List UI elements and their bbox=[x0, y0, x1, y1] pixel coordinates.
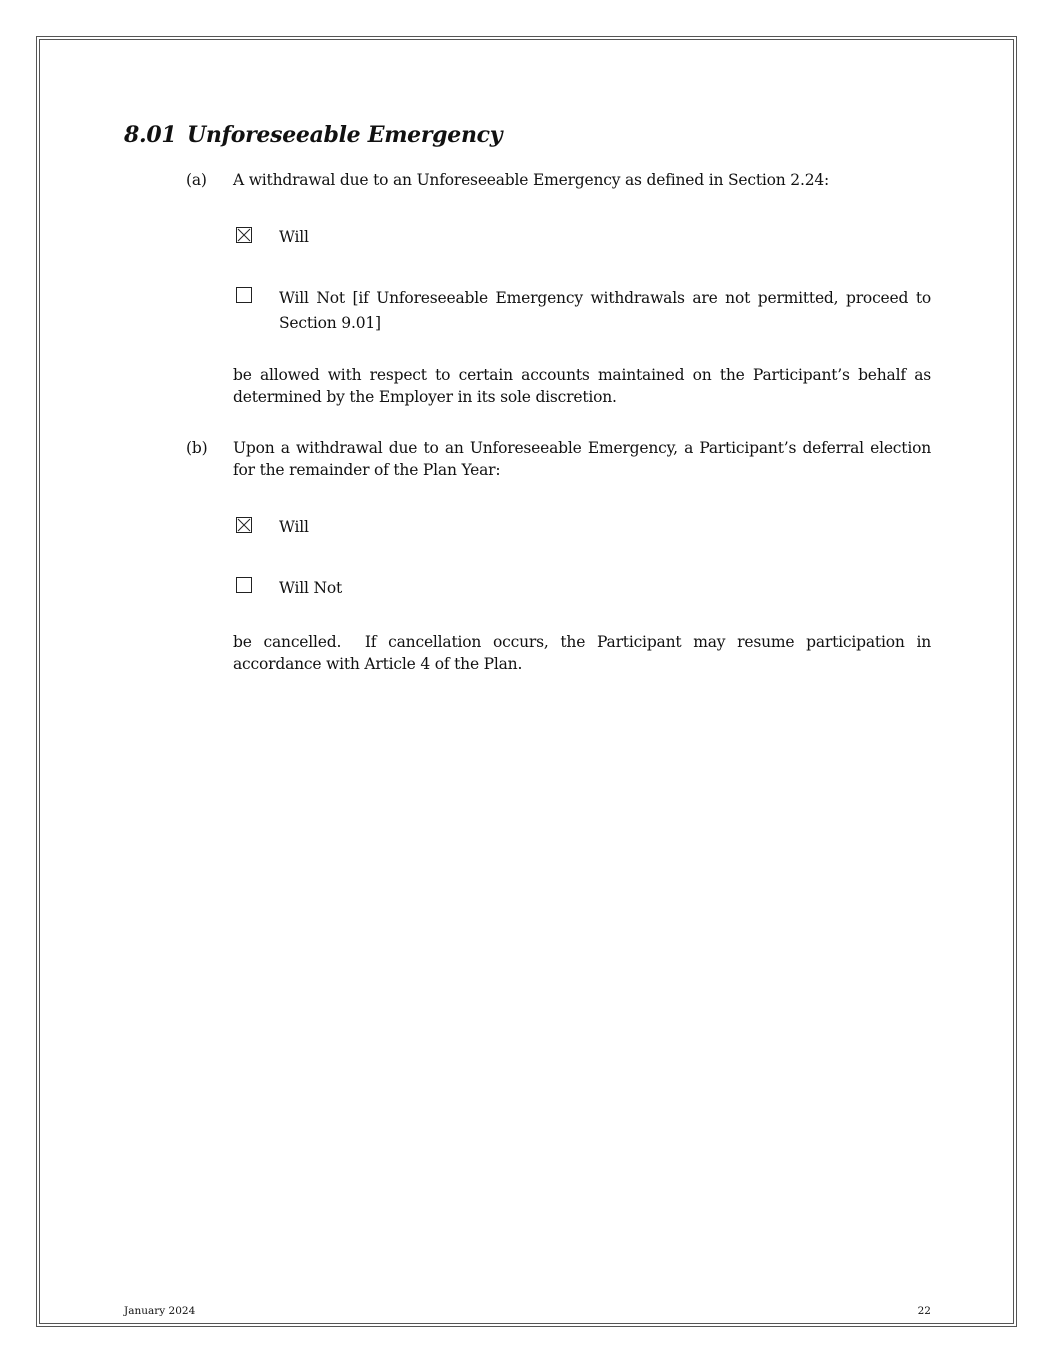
part-a-will-not-checkbox[interactable] bbox=[236, 287, 252, 303]
part-b-intro: Upon a withdrawal due to an Unforeseeable Emergency, a Participant’s deferral election for the remainder of the Plan Year: bbox=[233, 439, 931, 479]
part-a-will-not-label: Will Not [if Unforeseeable Emergency withdrawals are not permitted, proceed to Section 9.01] bbox=[279, 289, 931, 332]
part-a-intro: A withdrawal due to an Unforeseeable Emergency as defined in Section 2.24: bbox=[233, 171, 830, 189]
section-number: 8.01 bbox=[124, 122, 177, 148]
part-a-will-label: Will bbox=[279, 228, 309, 246]
part-a-label: (a) bbox=[186, 171, 207, 189]
part-b-label: (b) bbox=[186, 439, 208, 457]
section-heading bbox=[124, 122, 502, 148]
part-b-will-checkbox[interactable] bbox=[236, 517, 252, 533]
part-b-will-not-checkbox[interactable] bbox=[236, 577, 252, 593]
part-b-will-not-label: Will Not bbox=[279, 579, 342, 597]
footer-date: January 2024 bbox=[124, 1305, 196, 1317]
checked-x-icon bbox=[237, 518, 251, 532]
footer-page-number: 22 bbox=[917, 1305, 931, 1317]
part-a-will-checkbox[interactable] bbox=[236, 227, 252, 243]
section-title: Unforeseeable Emergency bbox=[187, 122, 503, 148]
part-a-closing: be allowed with respect to certain accounts maintained on the Participant’s behalf as determined by the Employer in its sole discretion. bbox=[233, 366, 931, 406]
part-b-will-label: Will bbox=[279, 518, 309, 536]
part-b-closing: be cancelled. If cancellation occurs, the Participant may resume participation in accordance with Article 4 of the Plan. bbox=[233, 633, 936, 673]
checked-x-icon bbox=[237, 228, 251, 242]
